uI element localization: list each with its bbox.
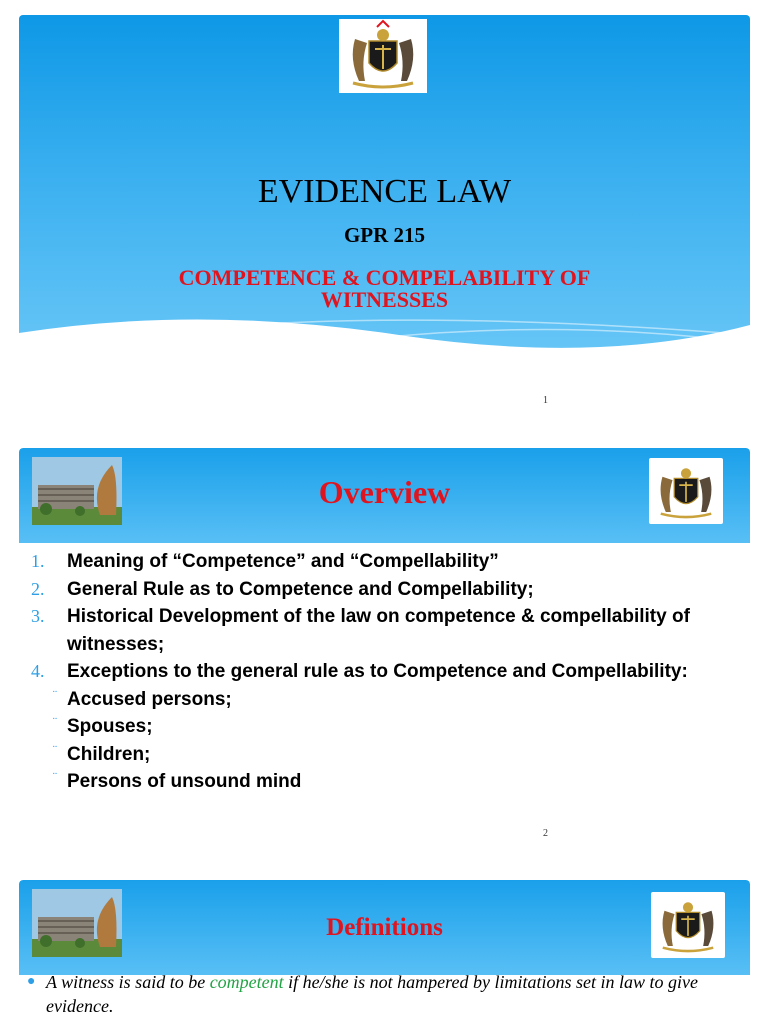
- overview-heading: Overview: [318, 474, 451, 510]
- subtitle-line-1: COMPETENCE & COMPELABILITY OF: [178, 265, 591, 290]
- page-number-2: 2: [543, 828, 548, 839]
- wave-decoration: [19, 305, 750, 375]
- bullet-icon: ¨: [53, 742, 57, 757]
- list-text: Historical Development of the law on competence & compellability of witnesses;: [67, 606, 690, 655]
- sub-item: [19, 768, 750, 796]
- list-text: General Rule as to Competence and Compellability;: [67, 578, 534, 600]
- definition-paragraph: [27, 970, 750, 1018]
- list-item: [19, 603, 750, 658]
- list-item: [19, 548, 750, 576]
- sub-item-text: Accused persons;: [67, 688, 232, 710]
- bullet-icon: ¨: [53, 770, 57, 784]
- bullet-icon: ●: [27, 974, 36, 989]
- list-text: Meaning of “Competence” and “Compellability”: [67, 551, 499, 572]
- definitions-heading: Definitions: [326, 914, 443, 941]
- overview-list: [19, 548, 750, 796]
- list-text: Exceptions to the general rule as to Competence and Compellability:: [67, 661, 688, 682]
- def-text: A witness is said to be: [46, 972, 210, 992]
- sub-item: [19, 713, 750, 741]
- subtitle-line-2: WITNESSES: [320, 287, 449, 312]
- list-item: [19, 576, 750, 604]
- exceptions-sublist: [19, 686, 750, 796]
- slide-2: [19, 448, 750, 828]
- slide-3: [19, 880, 750, 1024]
- bullet-icon: ¨: [53, 687, 57, 702]
- list-number: 3.: [31, 606, 45, 626]
- sub-item-text: Persons of unsound mind: [67, 771, 302, 792]
- university-crest-icon: [339, 19, 427, 93]
- sub-item-text: Children;: [67, 743, 151, 765]
- slide-title: EVIDENCE LAW: [257, 173, 512, 210]
- def-text: if he/she is not hampered by limitations set in law to give evidence.: [46, 972, 698, 1016]
- sub-item: [19, 741, 750, 769]
- page-number-1: 1: [543, 395, 548, 406]
- course-code: GPR 215: [343, 223, 426, 247]
- list-item: [19, 658, 750, 686]
- sub-item-text: Spouses;: [67, 716, 153, 737]
- slide-1: [19, 15, 750, 375]
- sub-list-wrap: [19, 686, 750, 796]
- sub-item: [19, 686, 750, 714]
- bullet-icon: ¨: [53, 715, 57, 729]
- list-number: 4.: [31, 661, 45, 681]
- competent-term: competent: [209, 972, 284, 992]
- list-number: 1.: [31, 551, 45, 571]
- list-number: 2.: [31, 578, 45, 599]
